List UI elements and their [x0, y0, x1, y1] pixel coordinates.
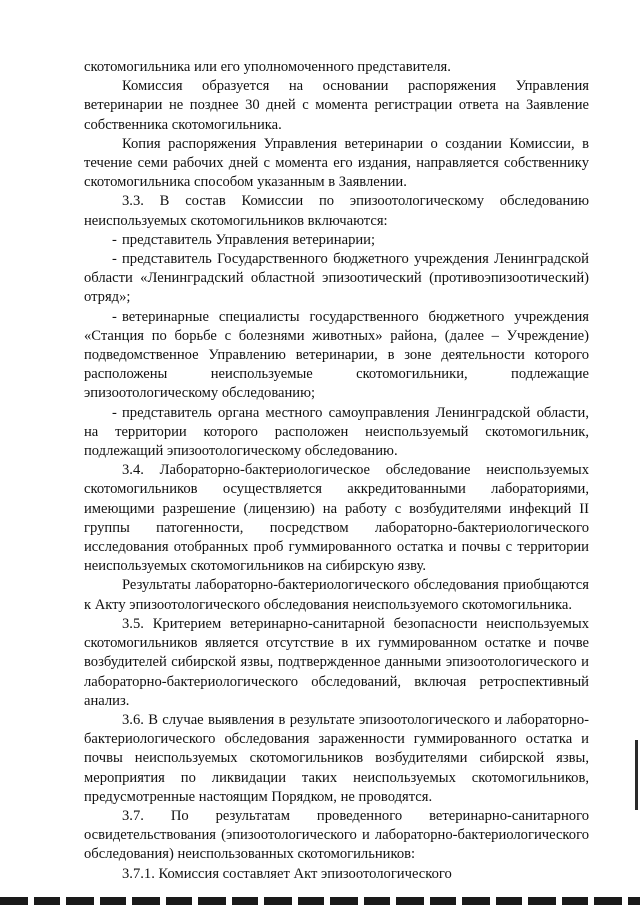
- list-item-epizootic-unit: [84, 250, 589, 308]
- scan-edge-mark: [635, 740, 638, 810]
- list-item-local-government: [84, 404, 589, 462]
- list-item-vet-specialists: [84, 308, 589, 404]
- paragraph-3-5: 3.5. Критерием ветеринарно-санитарной безопасности неиспользуемых скотомогильников является отсутствие в их гуммированном остатке и почве возбудителей сибирской язвы, подтвержденное данными эпизоотологического и лабораторно-бактериологического обследований, включая ретроспективный анализ.: [84, 615, 589, 709]
- list-item-text: представитель органа местного самоуправления Ленинградской области, на территории которого расположен неиспользуемый скотомогильник, подлежащий эпизоотологическому обследованию.: [84, 404, 589, 460]
- paragraph-results: Результаты лабораторно-бактериологического обследования приобщаются к Акту эпизоотологического обследования неиспользуемого скотомогильника.: [84, 577, 589, 613]
- list-item-vet-department: [84, 231, 589, 250]
- paragraph-3-6: 3.6. В случае выявления в результате эпизоотологического и лабораторно-бактериологического обследования зараженности гуммированного остатка и почвы неиспользуемых скотомогильников возбудителями сибирской язвы, мероприятия по ликвидации таких неиспользуемых скотомогильников, предусмотренные настоящим Порядком, не проводятся.: [84, 711, 589, 805]
- paragraph-3-4: 3.4. Лабораторно-бактериологическое обследование неиспользуемых скотомогильников осуществляется аккредитованными лабораториями, имеющими разрешение (лицензию) на работу с возбудителями инфекций II группы патогенности, посредством лабораторно-бактериологического исследования отобранных проб гуммированного остатка и почвы с территории неиспользуемых скотомогильников на сибирскую язву.: [84, 462, 589, 575]
- document-body: [84, 58, 589, 884]
- list-item-text: представитель Управления ветеринарии;: [122, 231, 376, 248]
- scan-bottom-edge: [0, 897, 640, 905]
- list-item-text: представитель Государственного бюджетного учреждения Ленинградской области «Ленинградский областной эпизоотический (противоэпизоотический) отряд»;: [84, 251, 589, 306]
- paragraph-continuation: скотомогильника или его уполномоченного представителя.: [84, 59, 451, 75]
- dash-marker: -: [112, 251, 117, 268]
- list-item-text: ветеринарные специалисты государственного бюджетного учреждения «Станция по борьбе с болезнями животных» района, (далее – Учреждение) подведомственное Управлению ветеринарии, в зоне деятельности которого расположены неиспользуемые скотомогильники, подлежащие эпизоотологическому обследованию;: [84, 308, 589, 402]
- paragraph-3-3: 3.3. В состав Комиссии по эпизоотологическому обследованию неиспользуемых скотомогильников включаются:: [84, 193, 589, 229]
- paragraph-3-7-1: 3.7.1. Комиссия составляет Акт эпизоотологического: [122, 865, 452, 882]
- paragraph-order-copy: Копия распоряжения Управления ветеринарии о создании Комиссии, в течение семи рабочих дней с момента его издания, направляется собственнику скотомогильника способом указанным в Заявлении.: [84, 135, 589, 191]
- dash-marker: -: [112, 308, 117, 325]
- dash-marker: -: [112, 231, 117, 248]
- dash-marker: -: [112, 404, 117, 421]
- paragraph-commission-formation: Комиссия образуется на основании распоряжения Управления ветеринарии не позднее 30 дней с момента регистрации ответа на Заявление собственника скотомогильника.: [84, 78, 589, 133]
- paragraph-3-7: 3.7. По результатам проведенного ветеринарно-санитарного освидетельствования (эпизоотологического и лабораторно-бактериологического обследования) неиспользованных скотомогильников:: [84, 807, 589, 863]
